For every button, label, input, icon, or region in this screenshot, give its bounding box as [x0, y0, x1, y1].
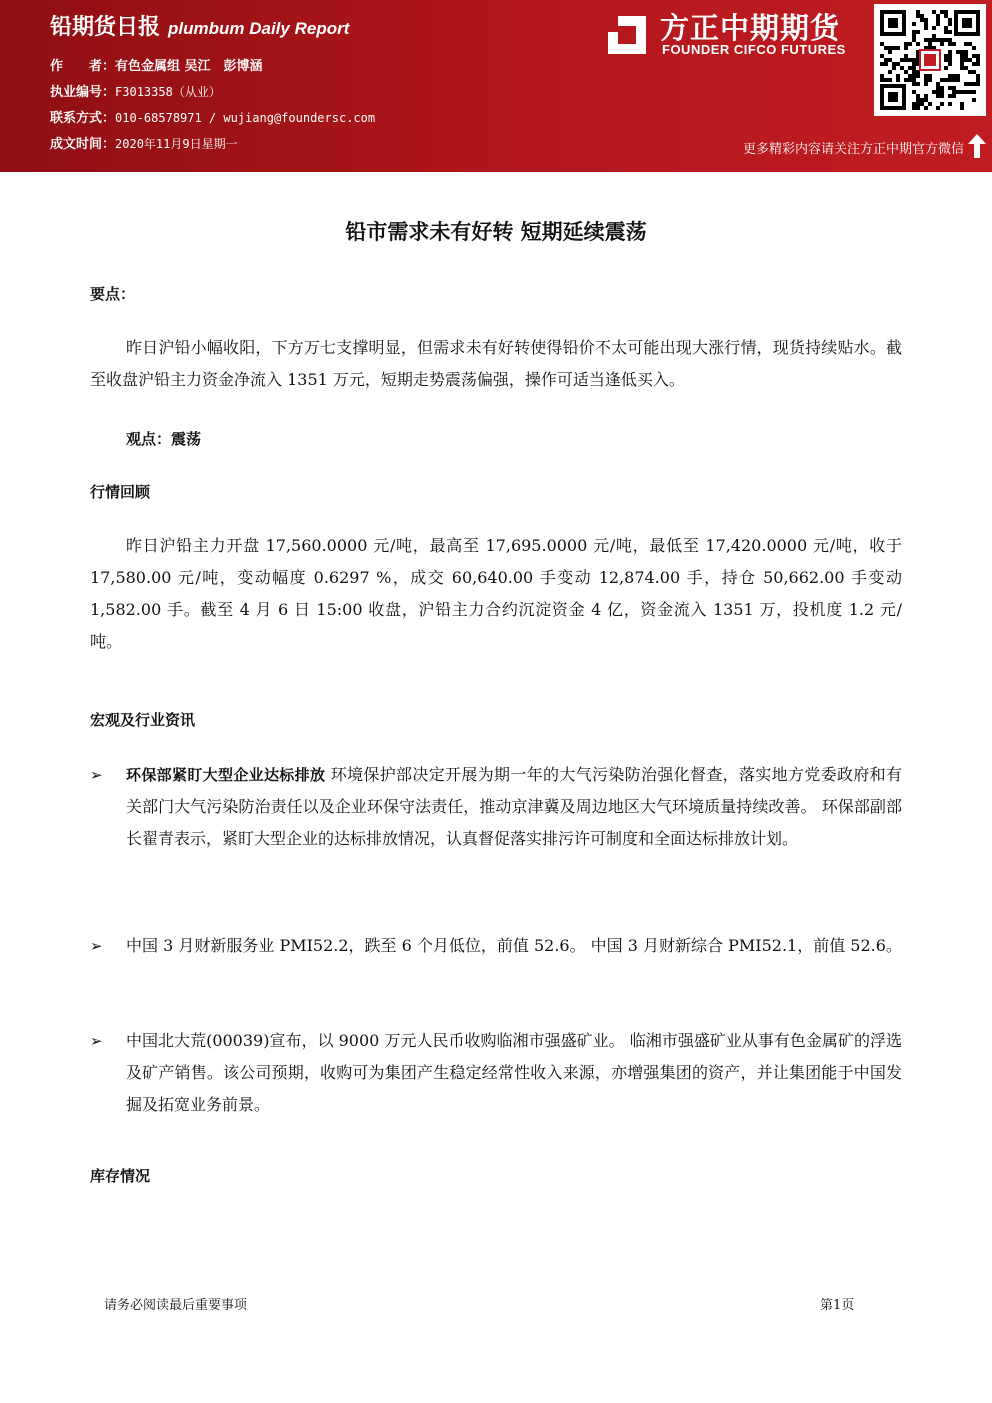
report-title-bar: [50, 10, 349, 41]
news-item-text: [126, 1025, 902, 1121]
bullet-arrow-icon: ➢: [90, 1032, 103, 1050]
date-line: [50, 133, 238, 152]
report-header: [0, 0, 992, 172]
follow-wechat-text: 更多精彩内容请关注方正中期官方微信: [742, 142, 964, 157]
news-item-text: [126, 930, 902, 962]
report-type-cn: 铅期货日报: [50, 15, 161, 40]
author-value: 有色金属组 吴江 彭博涵: [115, 59, 263, 74]
footer-notice: 请务必阅读最后重要事项: [104, 1298, 248, 1313]
arrow-up-icon: [968, 134, 986, 158]
news-item-text: [126, 759, 902, 855]
brand-name-cn: 方正中期期货: [660, 11, 841, 45]
license-value: F3013358（从业）: [115, 85, 221, 99]
news-item-body: 中国北大荒(00039)宣布，以 9000 万元人民币收购临湘市强盛矿业。 临湘市强盛矿业从事有色金属矿的浮选及矿产销售。该公司预期，收购可为集团产生稳定经常性收入来源，亦增强集团的资产，并让集团能于中国发掘及拓宽业务前景。: [126, 1031, 902, 1114]
wechat-qr-code: [874, 4, 986, 116]
author-line: [50, 55, 263, 74]
date-label: 成文时间：: [50, 137, 116, 152]
news-item: [90, 1025, 902, 1121]
qr-code-icon: [874, 4, 986, 116]
key-points-paragraph: 昨日沪铅小幅收阳，下方万七支撑明显，但需求未有好转使得铅价不太可能出现大涨行情，现货持续贴水。截至收盘沪铅主力资金净流入 1351 万元，短期走势震荡偏强，操作可适当逢低买入。: [90, 338, 902, 389]
contact-line: [50, 107, 375, 126]
report-headline: 铅市需求未有好转 短期延续震荡: [345, 220, 647, 244]
market-review-heading: 行情回顾: [90, 483, 151, 501]
contact-value: 010-68578971 / wujiang@foundersc.com: [115, 111, 376, 125]
founder-logo-icon: [604, 12, 650, 58]
report-type-en: plumbum Daily Report: [168, 19, 350, 38]
macro-news-heading: 宏观及行业资讯: [90, 711, 196, 729]
inventory-heading: 库存情况: [90, 1167, 151, 1185]
news-item: [90, 759, 902, 855]
license-label: 执业编号：: [50, 85, 116, 100]
date-value: 2020年11月9日星期一: [115, 137, 238, 151]
news-item-body: 中国 3 月财新服务业 PMI52.2，跌至 6 个月低位，前值 52.6。 中国 3 月财新综合 PMI52.1，前值 52.6。: [126, 936, 902, 955]
author-label: 作 者：: [50, 59, 116, 74]
market-review-paragraph: 昨日沪铅主力开盘 17,560.0000 元/吨，最高至 17,695.0000 元/吨，最低至 17,420.0000 元/吨，收于 17,580.00 元/吨，变动幅度 0.6297 %，成交 60,640.00 手变动 12,874.00 手，持仓 50,662.00 手变动 1,582.00 手。截至 4 月 6 日 15:00 收盘，沪铅主力合约沉淀资金 4 亿，资金流入 1351 万，投机度 1.2 元/吨。: [90, 536, 902, 651]
news-item-body: 环境保护部决定开展为期一年的大气污染防治强化督查，落实地方党委政府和有关部门大气污染防治责任以及企业环保守法责任，推动京津冀及周边地区大气环境质量持续改善。 环保部副部长翟青表示，紧盯大型企业的达标排放情况，认真督促落实排污许可制度和全面达标排放计划。: [126, 765, 902, 848]
news-item-lead: 环保部紧盯大型企业达标排放: [126, 766, 326, 784]
view-line: 观点：震荡: [126, 430, 202, 448]
key-points-heading: 要点：: [90, 285, 136, 303]
license-line: [50, 81, 221, 100]
bullet-arrow-icon: ➢: [90, 937, 103, 955]
news-item: [90, 930, 902, 962]
bullet-arrow-icon: ➢: [90, 766, 103, 784]
page-number: 第1页: [820, 1298, 855, 1313]
contact-label: 联系方式：: [50, 111, 116, 126]
brand-name-en: FOUNDER CIFCO FUTURES: [662, 42, 846, 57]
